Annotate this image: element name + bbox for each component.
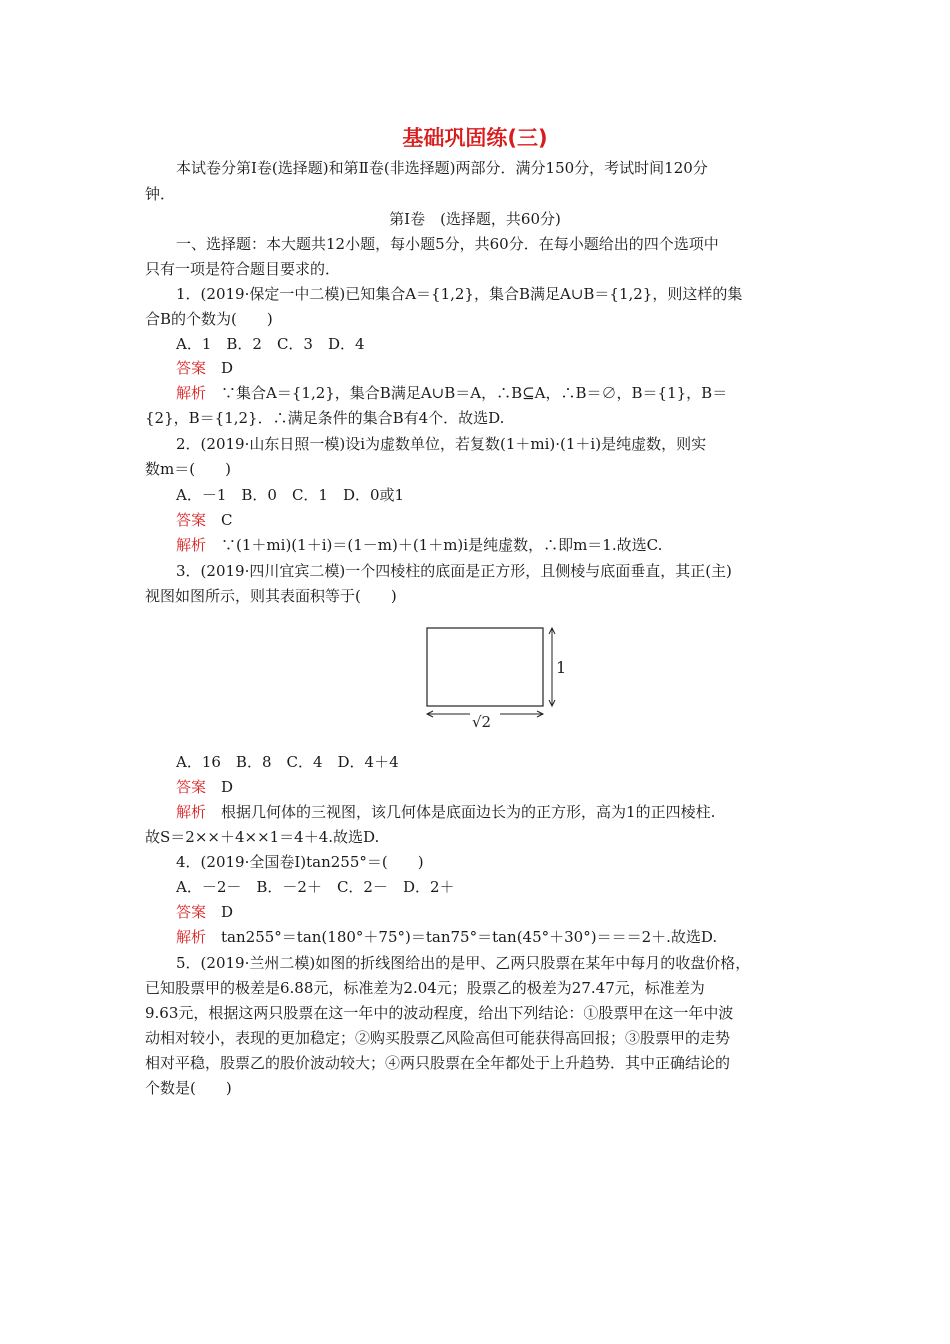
q3-answer: D	[221, 778, 234, 796]
q5-stem-line-5: 相对平稳，股票乙的股价波动较大；④两只股票在全年都处于上升趋势．其中正确结论的	[145, 1054, 731, 1072]
q5-stem-line-2: 已知股票甲的极差是6.88元，标准差为2.04元；股票乙的极差为27.47元，标准差为	[145, 979, 705, 997]
analysis-label: 解析	[176, 928, 207, 946]
q2-answer-row	[176, 510, 806, 530]
q2-options: A．－1 B．0 C．1 D．0或1	[176, 486, 405, 504]
q2-answer: C	[221, 511, 233, 529]
q1-stem-line-2: 合B的个数为( )	[145, 310, 273, 328]
q1-analysis-text-1: ∵集合A＝{1,2}，集合B满足A∪B＝A，∴B⊆A，∴B＝∅，B＝{1}，B＝	[221, 384, 728, 402]
q3-answer-row	[176, 777, 806, 797]
q4-stem: 4．(2019·全国卷Ⅰ)tan255°＝( )	[176, 853, 424, 871]
q1-analysis-line-1	[176, 383, 806, 403]
intro-line-1: 本试卷分第Ⅰ卷(选择题)和第Ⅱ卷(非选择题)两部分．满分150分，考试时间120分	[176, 159, 708, 177]
q5-stem-line-6: 个数是( )	[145, 1079, 232, 1097]
answer-label: 答案	[176, 903, 207, 921]
q3-analysis-line-1	[176, 802, 806, 822]
q3-stem-line-1: 3．(2019·四川宜宾二模)一个四棱柱的底面是正方形，且侧棱与底面垂直，其正(主)	[176, 562, 732, 580]
q3-options: A．16 B．8 C．4 D．4＋4	[176, 753, 399, 771]
q2-stem-line-2: 数m＝( )	[145, 460, 231, 478]
answer-label: 答案	[176, 511, 207, 529]
q5-stem-line-3: 9.63元，根据这两只股票在这一年中的波动程度，给出下列结论：①股票甲在这一年中波	[145, 1004, 734, 1022]
answer-label: 答案	[176, 778, 207, 796]
q1-answer: D	[221, 359, 234, 377]
q2-analysis-line	[176, 535, 806, 555]
q1-stem-line-1: 1．(2019·保定一中二模)已知集合A＝{1,2}，集合B满足A∪B＝{1,2}，则这样的集	[176, 285, 743, 303]
q5-stem-line-1: 5．(2019·兰州二模)如图的折线图给出的是甲、乙两只股票在某年中每月的收盘价格，	[176, 954, 751, 972]
width-label: √2	[472, 713, 492, 731]
analysis-label: 解析	[176, 536, 207, 554]
page-title: 基础巩固练(三)	[402, 126, 548, 150]
height-label: 1	[556, 658, 567, 677]
intro-line-2: 钟．	[145, 185, 176, 203]
part1-line-2: 只有一项是符合题目要求的．	[145, 260, 341, 278]
q3-analysis-text-1: 根据几何体的三视图，该几何体是底面边长为的正方形，高为1的正四棱柱.	[221, 803, 716, 821]
front-view-rectangle	[427, 628, 543, 706]
q1-options: A．1 B．2 C．3 D．4	[176, 335, 365, 353]
front-view-figure	[418, 622, 568, 734]
q4-answer: D	[221, 903, 234, 921]
answer-label: 答案	[176, 359, 207, 377]
q1-answer-row	[176, 358, 806, 378]
q5-stem-line-4: 动相对较小，表现的更加稳定；②购买股票乙风险高但可能获得高回报；③股票甲的走势	[145, 1029, 731, 1047]
part1-line-1: 一、选择题：本大题共12小题，每小题5分，共60分．在每小题给出的四个选项中	[176, 235, 719, 253]
q2-analysis-text: ∵(1＋mi)(1＋i)＝(1－m)＋(1＋m)i是纯虚数，∴即m＝1.故选C.	[221, 536, 663, 554]
q3-stem-line-2: 视图如图所示，则其表面积等于( )	[145, 587, 397, 605]
section-heading: 第Ⅰ卷 (选择题，共60分)	[389, 210, 561, 228]
q4-options: A．－2－ B．－2＋ C．2－ D．2＋	[176, 878, 455, 896]
q1-analysis-line-2: {2}，B＝{1,2}．∴满足条件的集合B有4个．故选D.	[145, 409, 505, 427]
q4-analysis-line	[176, 927, 806, 947]
q4-answer-row	[176, 902, 806, 922]
q3-analysis-line-2: 故S＝2××＋4××1＝4＋4.故选D.	[145, 828, 380, 846]
analysis-label: 解析	[176, 384, 207, 402]
analysis-label: 解析	[176, 803, 207, 821]
q2-stem-line-1: 2．(2019·山东日照一模)设i为虚数单位，若复数(1＋mi)·(1＋i)是纯虚数，则实	[176, 435, 707, 453]
q4-analysis-text: tan255°＝tan(180°＋75°)＝tan75°＝tan(45°＋30°)＝＝＝2＋.故选D.	[221, 928, 718, 946]
